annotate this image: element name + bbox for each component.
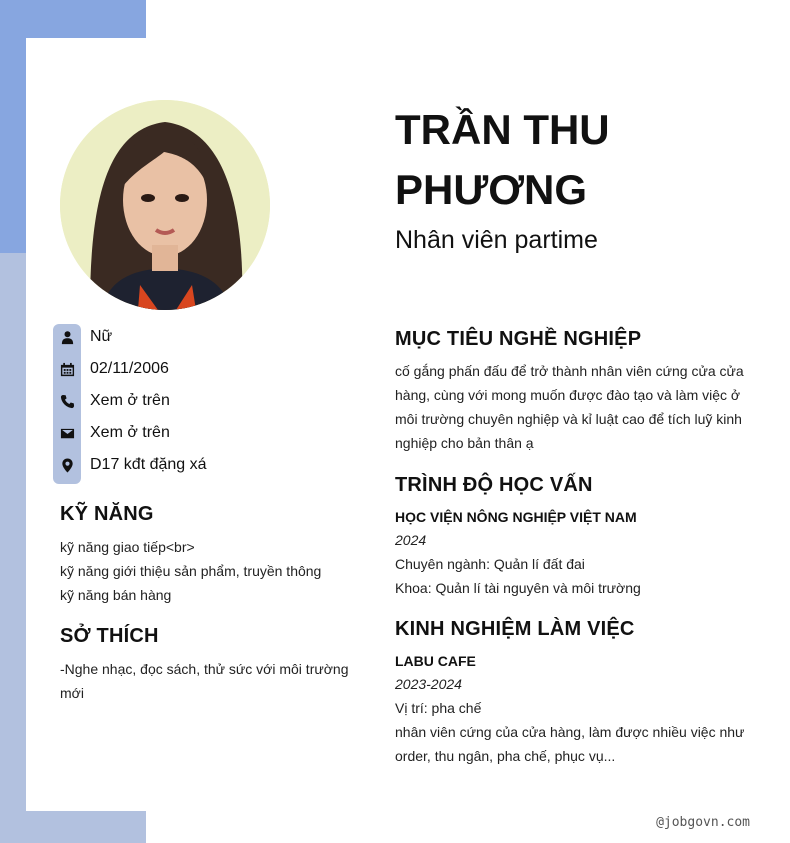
address-text: D17 kđt đặng xá	[90, 456, 207, 473]
hobbies-text: -Nghe nhạc, đọc sách, thử sức với môi trường	[60, 661, 349, 677]
contact-birthday	[53, 357, 353, 381]
gender-text: Nữ	[90, 328, 113, 345]
education-title: TRÌNH ĐỘ HỌC VẤN	[395, 474, 593, 496]
footer-watermark: @jobgovn.com	[656, 815, 750, 830]
skill-item: kỹ năng giao tiếp<br>	[60, 539, 195, 555]
objective-line: nghiệp cho bản thân ạ	[395, 435, 534, 451]
phone-text: Xem ở trên	[90, 392, 170, 409]
skill-item: kỹ năng giới thiệu sản phẩm, truyền thông	[60, 563, 322, 579]
education-faculty: Khoa: Quản lí tài nguyên và môi trường	[395, 580, 641, 596]
full-name	[395, 100, 775, 220]
objective-line: hàng, cùng với mong muốn được đào tạo và làm việc ở	[395, 387, 741, 403]
objective-line: môi trường chuyên nghiệp và kỉ luật cao để tích luỹ kinh	[395, 411, 742, 427]
education-year: 2024	[395, 532, 427, 548]
contact-address	[53, 453, 353, 477]
email-text: Xem ở trên	[90, 424, 170, 441]
name-line-2: PHƯƠNG	[395, 166, 588, 213]
experience-description: nhân viên cứng của cửa hàng, làm được nhiều việc như	[395, 724, 745, 740]
contact-phone	[53, 389, 353, 413]
job-role: Nhân viên partime	[395, 226, 598, 254]
education-major: Chuyên ngành: Quản lí đất đai	[395, 556, 585, 572]
hobbies-text: mới	[60, 685, 84, 701]
company-name: LABU CAFE	[395, 653, 476, 669]
mail-icon	[53, 421, 81, 445]
person-icon	[53, 325, 81, 349]
objective-title: MỤC TIÊU NGHỀ NGHIỆP	[395, 328, 642, 350]
objective-line: cố gắng phấn đấu để trở thành nhân viên cứng cửa cửa	[395, 363, 744, 379]
calendar-icon	[53, 357, 81, 381]
hobbies-title: SỞ THÍCH	[60, 625, 159, 647]
skill-item: kỹ năng bán hàng	[60, 587, 172, 603]
experience-title: KINH NGHIỆM LÀM VIỆC	[395, 618, 635, 640]
avatar	[60, 100, 270, 310]
location-icon	[53, 453, 81, 477]
name-line-1: TRẦN THU	[395, 106, 610, 153]
skills-title: KỸ NĂNG	[60, 503, 154, 525]
school-name: HỌC VIỆN NÔNG NGHIỆP VIỆT NAM	[395, 509, 637, 525]
contact-email	[53, 421, 353, 445]
phone-icon	[53, 389, 81, 413]
contact-gender	[53, 325, 353, 349]
experience-period: 2023-2024	[395, 676, 462, 692]
experience-position: Vị trí: pha chế	[395, 700, 482, 716]
birthday-text: 02/11/2006	[90, 360, 169, 377]
experience-description: order, thu ngân, pha chế, phục vụ...	[395, 748, 616, 764]
